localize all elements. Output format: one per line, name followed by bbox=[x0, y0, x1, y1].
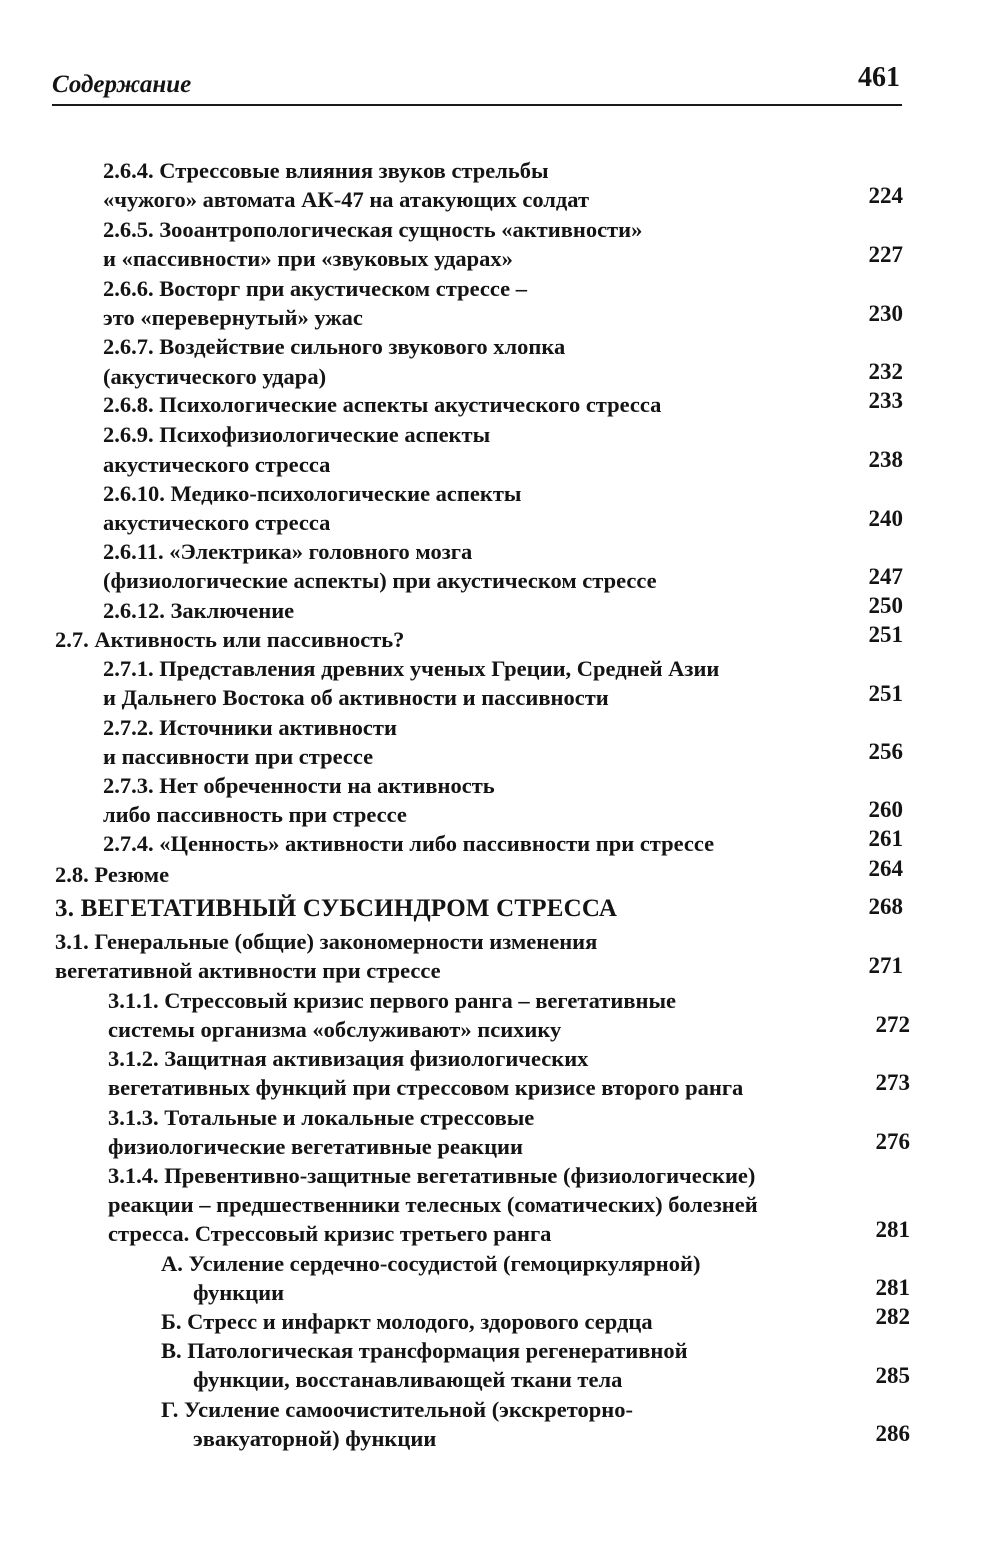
toc-page-number: 256 bbox=[868, 739, 903, 764]
toc-entry-line: 3.1. Генеральные (общие) закономерности изменения bbox=[55, 929, 598, 954]
toc-entry-line: 2.7.4. «Ценность» активности либо пассивности при стрессе bbox=[103, 831, 715, 856]
toc-page-number: 251 bbox=[868, 681, 903, 706]
running-title: Содержание bbox=[52, 71, 192, 98]
toc-page-number: 281 bbox=[875, 1275, 910, 1300]
toc-entry-line: функции bbox=[193, 1280, 285, 1305]
toc-entry-line: стресса. Стрессовый кризис третьего ранга bbox=[108, 1221, 552, 1246]
toc-entry-line: А. Усиление сердечно-сосудистой (гемоциркулярной) bbox=[161, 1251, 701, 1276]
toc-page-number: 233 bbox=[868, 388, 903, 413]
toc-entry-line: 2.6.7. Воздействие сильного звукового хлопка bbox=[103, 334, 566, 359]
toc-entry-line: либо пассивность при стрессе bbox=[103, 802, 407, 827]
toc-page-number: 260 bbox=[868, 797, 903, 822]
toc-entry-line: В. Патологическая трансформация регенеративной bbox=[161, 1338, 688, 1363]
toc-entry-line: 2.6.4. Стрессовые влияния звуков стрельбы bbox=[103, 158, 549, 183]
toc-entry-line: 3.1.1. Стрессовый кризис первого ранга – вегетативные bbox=[108, 988, 676, 1013]
toc-page-number: 250 bbox=[868, 593, 903, 618]
toc-entry-line: 2.8. Резюме bbox=[55, 862, 170, 887]
toc-entry-line: 2.7. Активность или пассивность? bbox=[55, 627, 405, 652]
toc-entry-line: 2.6.6. Восторг при акустическом стрессе – bbox=[103, 276, 527, 301]
toc-entry-line: и пассивности при стрессе bbox=[103, 744, 374, 769]
toc-entry-line: Б. Стресс и инфаркт молодого, здорового сердца bbox=[161, 1309, 653, 1334]
toc-page-number: 273 bbox=[875, 1070, 910, 1095]
toc-page-number: 272 bbox=[875, 1012, 910, 1037]
toc-page-number: 264 bbox=[868, 856, 903, 881]
toc-entry-line: 2.6.5. Зооантропологическая сущность «активности» bbox=[103, 217, 643, 242]
toc-page-number: 285 bbox=[875, 1363, 910, 1388]
toc-entry-line: и Дальнего Востока об активности и пассивности bbox=[103, 685, 609, 710]
toc-page-number: 271 bbox=[868, 953, 903, 978]
toc-entry-line: 2.6.10. Медико-психологические аспекты bbox=[103, 481, 522, 506]
toc-entry-line: акустического стресса bbox=[103, 510, 331, 535]
toc-page-number: 281 bbox=[875, 1217, 910, 1242]
toc-entry-line: «чужого» автомата АК-47 на атакующих солдат bbox=[103, 187, 589, 212]
toc-entry-line: системы организма «обслуживают» психику bbox=[108, 1017, 562, 1042]
toc-page-number: 251 bbox=[868, 622, 903, 647]
page-number: 461 bbox=[858, 62, 900, 93]
toc-chapter-heading: 3. ВЕГЕТАТИВНЫЙ СУБСИНДРОМ СТРЕССА bbox=[55, 895, 618, 922]
toc-page-number: 227 bbox=[868, 242, 903, 267]
toc-page-number: 276 bbox=[875, 1129, 910, 1154]
toc-entry-line: 3.1.3. Тотальные и локальные стрессовые bbox=[108, 1105, 535, 1130]
toc-entry-line: функции, восстанавливающей ткани тела bbox=[193, 1367, 623, 1392]
toc-entry-line: физиологические вегетативные реакции bbox=[108, 1134, 523, 1159]
toc-entry-line: эвакуаторной) функции bbox=[193, 1426, 437, 1451]
toc-entry-line: 2.7.1. Представления древних ученых Греции, Средней Азии bbox=[103, 656, 720, 681]
toc-page-number: 247 bbox=[868, 564, 903, 589]
toc-entry-line: и «пассивности» при «звуковых ударах» bbox=[103, 246, 513, 271]
toc-entry-line: 2.6.9. Психофизиологические аспекты bbox=[103, 422, 491, 447]
toc-entry-line: 3.1.2. Защитная активизация физиологических bbox=[108, 1046, 589, 1071]
toc-page-number: 282 bbox=[875, 1304, 910, 1329]
toc-entry-line: вегетативных функций при стрессовом кризисе второго ранга bbox=[108, 1075, 744, 1100]
toc-page-number: 286 bbox=[875, 1421, 910, 1446]
toc-entry-line: 2.6.12. Заключение bbox=[103, 598, 295, 623]
toc-page-number: 238 bbox=[868, 447, 903, 472]
toc-entry-line: реакции – предшественники телесных (соматических) болезней bbox=[108, 1192, 758, 1217]
toc-page-number: 224 bbox=[868, 183, 903, 208]
toc-page-number: 240 bbox=[868, 506, 903, 531]
toc-entry-line: 2.7.3. Нет обреченности на активность bbox=[103, 773, 495, 798]
toc-entry-line: 2.7.2. Источники активности bbox=[103, 715, 397, 740]
toc-entry-line: акустического стресса bbox=[103, 452, 331, 477]
toc-entry-line: 2.6.8. Психологические аспекты акустического стресса bbox=[103, 392, 662, 417]
toc-entry-line: Г. Усиление самоочистительной (экскреторно- bbox=[161, 1397, 633, 1422]
toc-page-number: 230 bbox=[868, 301, 903, 326]
toc-page-number: 261 bbox=[868, 826, 903, 851]
toc-entry-line: 2.6.11. «Электрика» головного мозга bbox=[103, 539, 473, 564]
toc-page-number: 268 bbox=[868, 894, 903, 919]
toc-entry-line: это «перевернутый» ужас bbox=[103, 305, 363, 330]
toc-entry-line: (физиологические аспекты) при акустическом стрессе bbox=[103, 568, 657, 593]
toc-entry-line: 3.1.4. Превентивно-защитные вегетативные (физиологические) bbox=[108, 1163, 756, 1188]
toc-entry-line: вегетативной активности при стрессе bbox=[55, 958, 441, 983]
toc-entry-line: (акустического удара) bbox=[103, 364, 327, 389]
toc-page-number: 232 bbox=[868, 359, 903, 384]
